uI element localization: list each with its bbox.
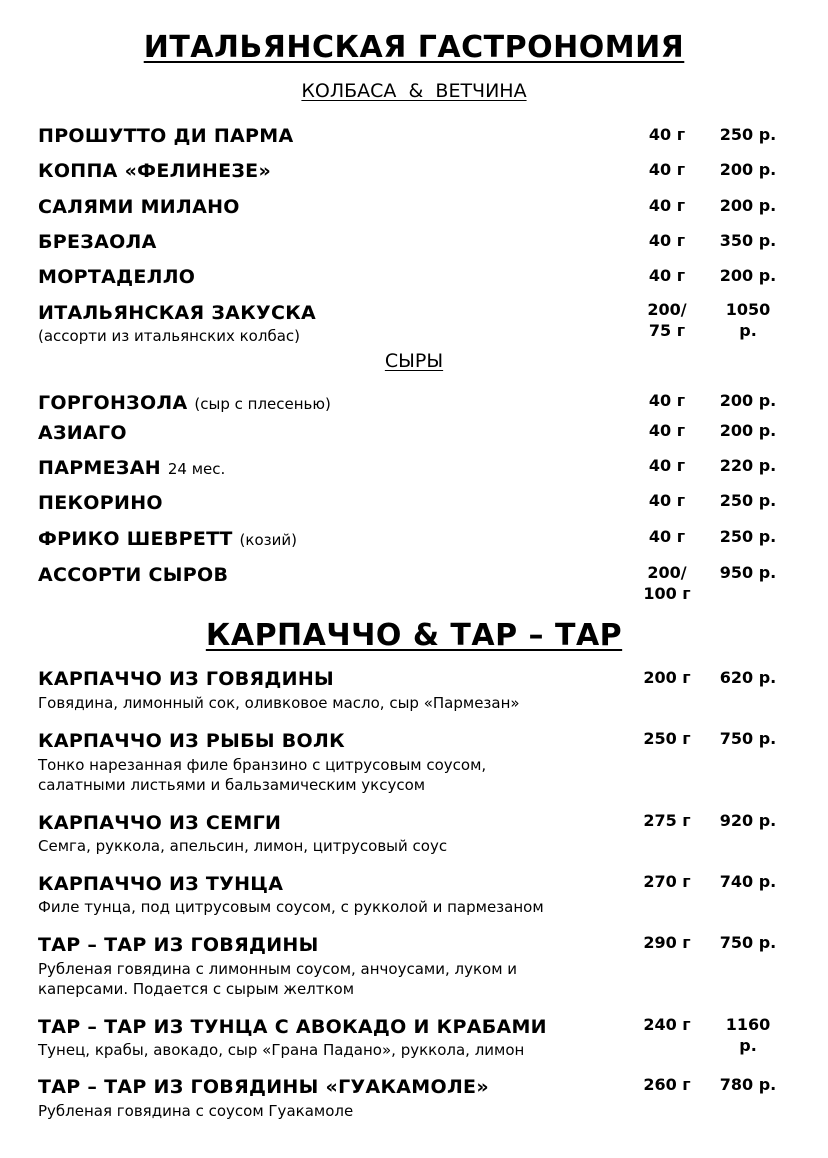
- menu-item-price: 920 р.: [719, 811, 777, 830]
- menu-item-weight: 40 г: [648, 196, 686, 215]
- menu-item-description: Тунец, крабы, авокадо, сыр «Грана Падано», руккола, лимон: [38, 1041, 525, 1059]
- menu-item-price: 200 р.: [719, 266, 777, 285]
- menu-item-name: ИТАЛЬЯНСКАЯ ЗАКУСКА: [38, 302, 317, 324]
- menu-item-description: Семга, руккола, апельсин, лимон, цитрусовый соус: [38, 837, 448, 855]
- menu-item-price: 200 р.: [719, 160, 777, 179]
- menu-item-weight: 200/: [647, 300, 687, 319]
- section-subtitle-cheeses: СЫРЫ: [384, 350, 444, 372]
- page-title: ИТАЛЬЯНСКАЯ ГАСТРОНОМИЯ: [143, 30, 685, 65]
- menu-item-weight: 260 г: [643, 1075, 691, 1094]
- menu-item-description: Тонко нарезанная филе бранзино с цитрусовым соусом,: [38, 756, 487, 774]
- menu-item-weight: 270 г: [643, 872, 691, 891]
- menu-item-name: [38, 528, 297, 550]
- menu-item-name: ПРОШУТТО ДИ ПАРМА: [38, 125, 294, 147]
- menu-item-weight: 40 г: [648, 266, 686, 285]
- menu-item-name: ПЕКОРИНО: [38, 492, 163, 514]
- menu-item-name: ТАР – ТАР ИЗ ТУНЦА С АВОКАДО И КРАБАМИ: [38, 1016, 547, 1038]
- menu-item-weight: 290 г: [643, 933, 691, 952]
- menu-item-weight: 40 г: [648, 456, 686, 475]
- menu-item-weight: 240 г: [643, 1015, 691, 1034]
- menu-item-note: (сыр с плесенью): [194, 395, 331, 413]
- menu-item-price: 620 р.: [719, 668, 777, 687]
- menu-item-price: 1160: [725, 1015, 771, 1034]
- menu-item-name: КАРПАЧЧО ИЗ ГОВЯДИНЫ: [38, 668, 335, 690]
- menu-item-price: р.: [739, 321, 757, 340]
- menu-item-note: (козий): [239, 531, 297, 549]
- menu-item-description: Говядина, лимонный сок, оливковое масло, сыр «Пармезан»: [38, 694, 520, 712]
- menu-item-price: 950 р.: [719, 563, 777, 582]
- menu-item-description: (ассорти из итальянских колбас): [38, 327, 300, 345]
- menu-item-name: [38, 392, 331, 414]
- section-subtitle-meats: КОЛБАСА & ВЕТЧИНА: [301, 80, 527, 102]
- menu-item-price: р.: [739, 1036, 757, 1055]
- menu-item-name: САЛЯМИ МИЛАНО: [38, 196, 240, 218]
- menu-item-name: ТАР – ТАР ИЗ ГОВЯДИНЫ: [38, 934, 319, 956]
- menu-item-name: КАРПАЧЧО ИЗ ТУНЦА: [38, 873, 284, 895]
- menu-item-weight: 250 г: [643, 729, 691, 748]
- menu-item-name-text: ГОРГОНЗОЛА: [38, 392, 188, 414]
- menu-item-description: Рубленая говядина с лимонным соусом, анчоусами, луком и: [38, 960, 518, 978]
- menu-item-price: 200 р.: [719, 391, 777, 410]
- menu-item-name: КОППА «ФЕЛИНЕЗЕ»: [38, 160, 272, 182]
- menu-item-price: 200 р.: [719, 196, 777, 215]
- menu-item-name-text: ФРИКО ШЕВРЕТТ: [38, 528, 233, 550]
- menu-item-weight: 75 г: [648, 321, 686, 340]
- menu-item-name: [38, 457, 225, 479]
- menu-item-name: КАРПАЧЧО ИЗ СЕМГИ: [38, 812, 282, 834]
- menu-item-weight: 40 г: [648, 231, 686, 250]
- menu-item-description: салатными листьями и бальзамическим уксусом: [38, 776, 426, 794]
- menu-item-weight: 40 г: [648, 391, 686, 410]
- menu-item-weight: 40 г: [648, 125, 686, 144]
- menu-item-name: КАРПАЧЧО ИЗ РЫБЫ ВОЛК: [38, 730, 345, 752]
- menu-item-price: 250 р.: [719, 125, 777, 144]
- menu-item-weight: 200/: [647, 563, 687, 582]
- section-title-carpaccio: КАРПАЧЧО & ТАР – ТАР: [205, 618, 623, 653]
- menu-item-name: АЗИАГО: [38, 422, 127, 444]
- menu-item-weight: 40 г: [648, 160, 686, 179]
- menu-item-description: Филе тунца, под цитрусовым соусом, с рукколой и пармезаном: [38, 898, 544, 916]
- menu-item-price: 200 р.: [719, 421, 777, 440]
- menu-item-price: 1050: [725, 300, 771, 319]
- menu-item-weight: 40 г: [648, 491, 686, 510]
- menu-item-price: 780 р.: [719, 1075, 777, 1094]
- menu-item-price: 350 р.: [719, 231, 777, 250]
- menu-item-weight: 100 г: [643, 584, 691, 603]
- menu-item-price: 250 р.: [719, 491, 777, 510]
- menu-item-price: 740 р.: [719, 872, 777, 891]
- menu-item-name: АССОРТИ СЫРОВ: [38, 564, 229, 586]
- menu-item-name: МОРТАДЕЛЛО: [38, 266, 196, 288]
- menu-item-name: ТАР – ТАР ИЗ ГОВЯДИНЫ «ГУАКАМОЛЕ»: [38, 1076, 489, 1098]
- menu-item-price: 220 р.: [719, 456, 777, 475]
- menu-item-description: Рубленая говядина с соусом Гуакамоле: [38, 1102, 354, 1120]
- menu-item-note: 24 мес.: [167, 460, 226, 478]
- menu-item-description: каперсами. Подается с сырым желтком: [38, 980, 355, 998]
- menu-item-weight: 40 г: [648, 421, 686, 440]
- menu-item-weight: 200 г: [643, 668, 691, 687]
- menu-item-price: 750 р.: [719, 933, 777, 952]
- menu-item-weight: 40 г: [648, 527, 686, 546]
- menu-item-weight: 275 г: [643, 811, 691, 830]
- menu-item-name-text: ПАРМЕЗАН: [38, 457, 161, 479]
- menu-item-price: 750 р.: [719, 729, 777, 748]
- menu-item-name: БРЕЗАОЛА: [38, 231, 157, 253]
- menu-item-price: 250 р.: [719, 527, 777, 546]
